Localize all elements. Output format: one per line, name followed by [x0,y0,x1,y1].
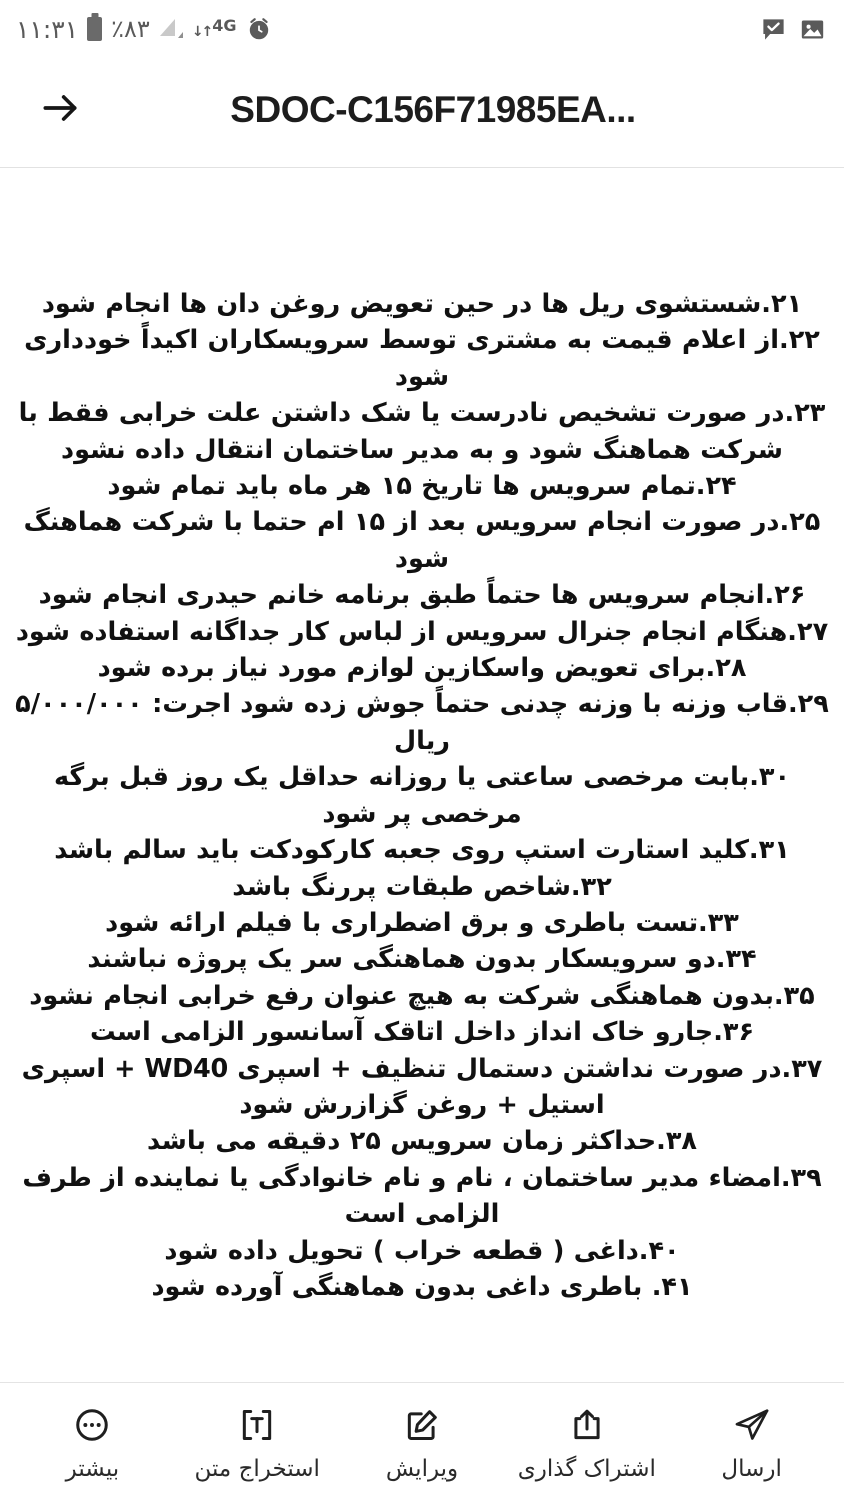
image-icon [799,16,826,43]
toolbar-label: اشتراک گذاری [517,1456,656,1482]
status-clock: ۱۱:۳۱ [16,14,79,44]
toolbar-item-send[interactable] [669,1405,834,1481]
status-bar [0,0,844,58]
document-line: ۲۲.از اعلام قیمت به مشتری توسط سرویسکاران اکیداً خودداری شود [24,325,820,392]
document-line: ۳۲.شاخص طبقات پررنگ باشد [232,871,612,902]
document-line: ۳۱.کلید استارت استپ روی جعبه کارکودکت باید سالم باشد [54,835,790,866]
document-line: ۲۹.قاب وزنه با وزنه چدنی حتماً جوش زده شود اجرت: ۵/۰۰۰/۰۰۰ ریال [15,689,829,756]
document-line: ۳۷.در صورت نداشتن دستمال تنظیف + اسپری WD40 + اسپری استیل + روغن گزازرش شود [21,1053,823,1120]
page-title: SDOC-C156F71985EA... [230,88,636,130]
document-line: ۲۴.تمام سرویس ها تاریخ ۱۵ هر ماه باید تمام شود [107,471,737,502]
document-line: ۲۶.انجام سرویس ها حتماً طبق برنامه خانم حیدری انجام شود [38,580,806,611]
send-paper-plane-icon [732,1405,772,1445]
status-bar-right-group [760,16,826,43]
document-line: ۲۱.شستشوی ریل ها در حین تعویض روغن دان ها انجام شود [41,289,803,319]
more-ellipsis-circle-icon [72,1405,112,1445]
app-header [0,58,844,168]
arrow-right-icon [38,86,82,134]
network-type-label: 4G [212,16,237,35]
document-line: ۴۱. باطری داغی بدون هماهنگی آورده شود [151,1271,693,1302]
back-button[interactable] [34,84,86,136]
extract-text-brackets-icon [237,1405,277,1445]
document-line: ۳۶.جارو خاک انداز داخل اتاقک آسانسور الزامی است [89,1017,755,1048]
edit-pencil-square-icon [402,1405,442,1445]
toolbar-label: ارسال [721,1456,782,1482]
document-line: ۲۳.در صورت تشخیص نادرست یا شک داشتن علت خرابی فقط با شرکت هماهنگ شود و به مدیر ساختمان انتقال داده نشود [18,398,826,465]
document-line: ۳۳.تست باطری و برق اضطراری با فیلم ارائه شود [105,907,739,938]
toolbar-label: ویرایش [385,1456,459,1482]
document-line: ۲۵.در صورت انجام سرویس بعد از ۱۵ ام حتما با شرکت هماهنگ شود [23,507,821,574]
document-page [0,168,844,1305]
battery-percent-label: ٪۸۳ [111,15,150,43]
toolbar-label: استخراج متن [194,1456,320,1482]
document-line: ۲۷.هنگام انجام جنرال سرویس از لباس کار جداگانه استفاده شود [15,616,829,647]
document-line: ۲۸.برای تعویض واسکازین لوازم مورد نیاز برده شود [97,653,747,684]
document-line: ۳۴.دو سرویسکار بدون هماهنگی سر یک پروژه نباشند [87,944,757,975]
toolbar-item-more[interactable] [10,1405,175,1481]
document-line: ۳۸.حداکثر زمان سرویس ۲۵ دقیقه می باشد [147,1126,697,1157]
document-line: ۳۹.امضاء مدیر ساختمان ، نام و نام خانوادگی یا نماینده از طرف الزامی است [22,1162,822,1230]
data-transfer-arrows: ↓↑ [191,24,212,41]
battery-icon [87,17,102,41]
status-bar-left-group [16,16,272,42]
document-line: ۳۰.بابت مرخصی ساعتی یا روزانه حداقل یک روز قبل برگه مرخصی پر شود [53,762,791,829]
document-line: ۴۰.داغی ( قطعه خراب ) تحویل داده شود [164,1235,680,1266]
toolbar-item-edit[interactable] [340,1405,505,1481]
signal-icon [159,17,183,41]
document-text-block [0,286,844,1305]
document-line: ۳۵.بدون هماهنگی شرکت به هیچ عنوان رفع خرابی انجام نشود [29,980,815,1011]
alarm-clock-icon [246,16,272,42]
toolbar-label: بیشتر [65,1456,120,1482]
toolbar-item-extract-text[interactable] [175,1405,340,1481]
message-check-icon [760,16,787,43]
share-box-arrow-up-icon [567,1405,607,1445]
bottom-toolbar [0,1382,844,1500]
document-viewport[interactable] [0,168,844,1382]
network-type-indicator [192,18,237,40]
toolbar-item-share[interactable] [504,1405,669,1481]
